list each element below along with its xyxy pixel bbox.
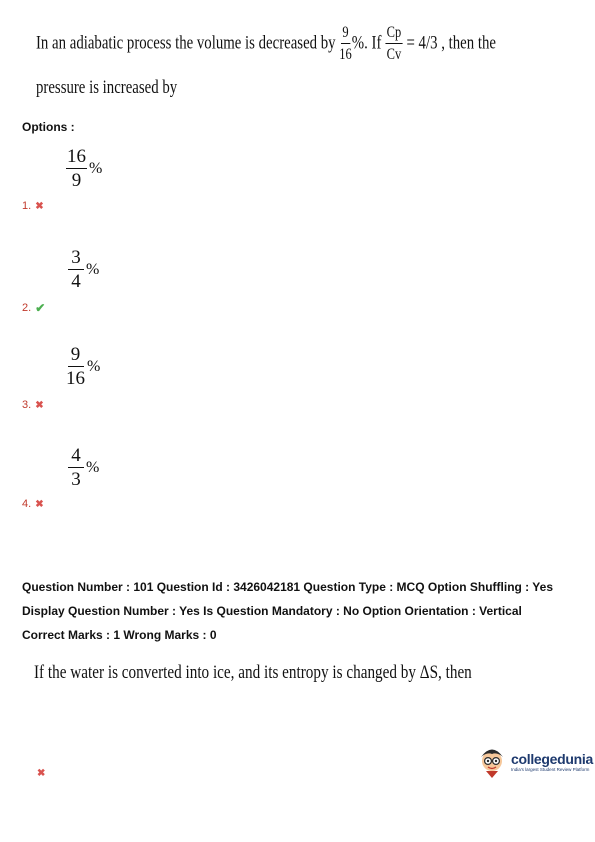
- option-3-fraction: $\frac{9}{16}$ %: [66, 344, 101, 389]
- options-label: Options :: [22, 120, 75, 134]
- fraction-cp-cv: $\frac{Cp}{Cv}$: [386, 24, 402, 63]
- question-text-line2: pressure is increased by: [36, 77, 178, 98]
- brand-name: collegedunia: [511, 750, 593, 767]
- option-1-number[interactable]: 1. ✖: [22, 200, 44, 212]
- question-meta-line3: Correct Marks : 1 Wrong Marks : 0: [22, 628, 217, 642]
- question-meta-line2: Display Question Number : Yes Is Question Mandatory : No Option Orientation : Vertical: [22, 604, 522, 618]
- option-4-number[interactable]: 4. ✖: [22, 498, 44, 510]
- correct-check-icon: ✔: [35, 301, 46, 315]
- collegedunia-logo: [477, 744, 593, 778]
- question-text-line1: In an adiabatic process the volume is decreased by $\frac{9}{16}$ %. If $\frac{Cp}{Cv}$ = 4/3 , then the: [36, 24, 496, 63]
- wrong-cross-icon: ✖: [37, 768, 46, 779]
- option-2-number[interactable]: 2. ✔: [22, 301, 46, 315]
- wrong-cross-icon: ✖: [35, 498, 44, 510]
- option-4-fraction: $\frac{4}{3}$ %: [68, 446, 99, 489]
- next-question-text: If the water is converted into ice, and its entropy is changed by ΔS, then: [34, 662, 472, 683]
- mascot-icon: [477, 744, 507, 778]
- fraction-9-16: $\frac{9}{16}$: [339, 24, 352, 63]
- brand-tagline: India's largest Student Review Platform: [511, 766, 590, 772]
- wrong-cross-icon: ✖: [35, 200, 44, 212]
- option-3-number[interactable]: 3. ✖: [22, 399, 44, 411]
- question-meta-line1: Question Number : 101 Question Id : 3426042181 Question Type : MCQ Option Shuffling : Yes: [22, 580, 553, 594]
- option-2-fraction: $\frac{3}{4}$ %: [68, 248, 99, 291]
- option-1-fraction: $\frac{16}{9}$ %: [67, 146, 103, 191]
- wrong-cross-icon: ✖: [35, 399, 44, 411]
